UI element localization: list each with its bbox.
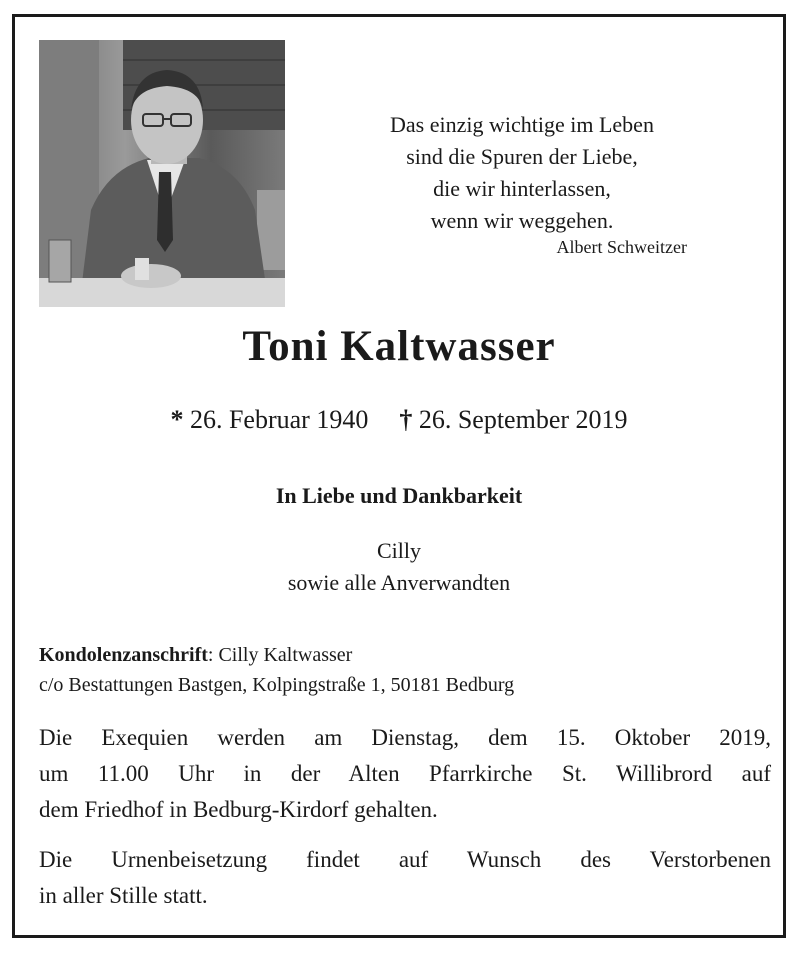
service-line: um 11.00 Uhr in der Alten Pfarrkirche St. Willibrord auf [39, 761, 771, 786]
birth-symbol: * [170, 405, 184, 434]
quote-line: wenn wir weggehen. [430, 208, 614, 233]
quote-line: Das einzig wichtige im Leben [390, 112, 654, 137]
mourner-name: sowie alle Anverwandten [287, 570, 511, 595]
obituary-frame [12, 14, 786, 938]
mourners-heading: In Liebe und Dankbarkeit [275, 483, 523, 508]
mourners-list [15, 535, 783, 599]
portrait-photo [39, 40, 285, 307]
service-notice [39, 720, 771, 828]
life-dates [15, 405, 783, 435]
condolence-street: c/o Bestattungen Bastgen, Kolpingstraße 1, 50181 Bedburg [39, 674, 515, 696]
birth-date: 26. Februar 1940 [189, 405, 369, 434]
condolence-address [39, 640, 769, 700]
portrait-image [39, 40, 285, 307]
urn-notice [39, 842, 771, 914]
condolence-label: Kondolenzanschrift [39, 644, 208, 666]
memorial-quote [335, 109, 709, 237]
cross-icon: † [399, 405, 413, 434]
death-date: 26. September 2019 [418, 405, 628, 434]
urn-line: in aller Stille statt. [39, 883, 208, 908]
quote-line: die wir hinterlassen, [433, 176, 611, 201]
condolence-recipient: : Cilly Kaltwasser [207, 644, 353, 666]
quote-line: sind die Spuren der Liebe, [406, 144, 638, 169]
deceased-name: Toni Kaltwasser [242, 323, 556, 370]
service-line: Die Exequien werden am Dienstag, dem 15. Oktober 2019, [39, 725, 771, 750]
quote-author: Albert Schweitzer [556, 237, 687, 257]
condolence-line [39, 640, 769, 670]
mourner-name: Cilly [376, 538, 421, 563]
service-line: dem Friedhof in Bedburg-Kirdorf gehalten. [39, 797, 438, 822]
urn-line: Die Urnenbeisetzung findet auf Wunsch des Verstorbenen [39, 847, 771, 872]
